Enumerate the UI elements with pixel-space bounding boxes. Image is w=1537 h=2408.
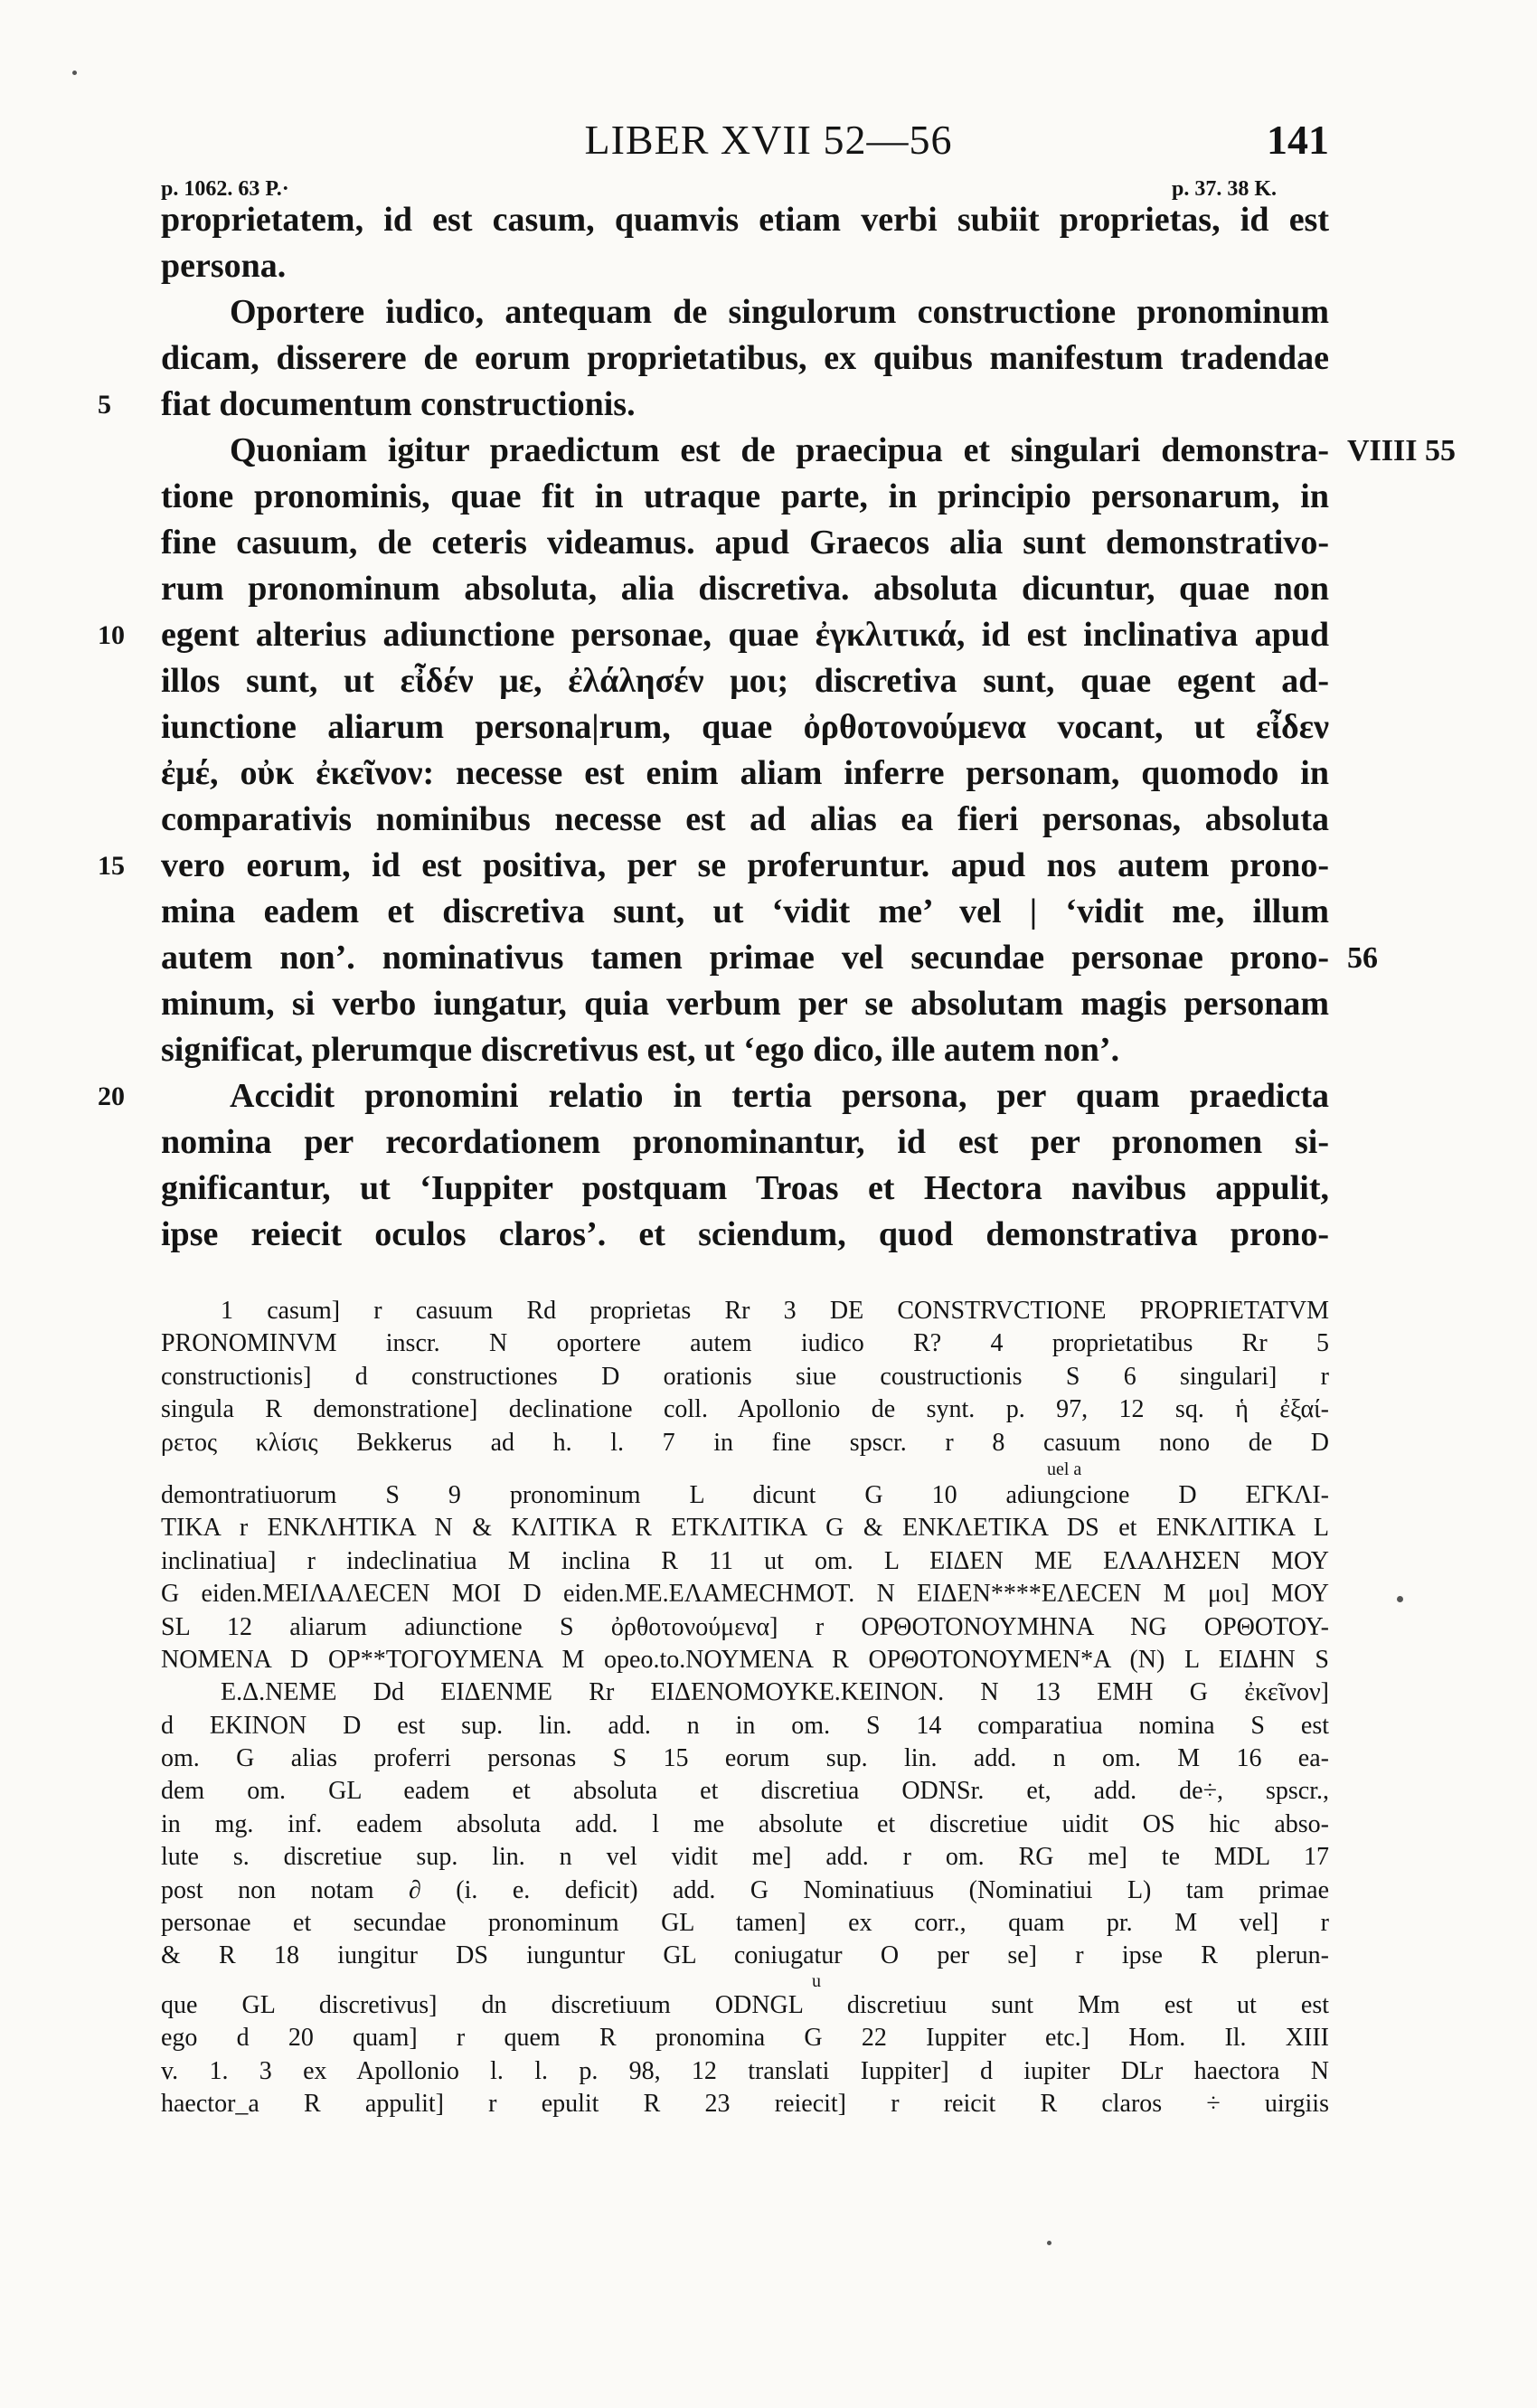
- apparatus-line: haector_a R appulit] r epulit R 23 reiecit] r reicit R claros ÷ uirgiis: [161, 2089, 1329, 2118]
- text-line: vero eorum, id est positiva, per se proferuntur. apud nos autem prono-: [161, 846, 1329, 884]
- scan-speck: [1397, 1596, 1403, 1602]
- text-line: significat, plerumque discretivus est, ut ‘ego dico, ille autem non’.: [161, 1031, 1120, 1069]
- apparatus-line: ΤΙΚΑ r ΕΝΚΛΗΤΙΚΑ N & ΚΛΙΤΙΚΑ R ΕΤΚΛΙΤΙΚΑ G & ΕΝΚΛΕΤΙΚΑ DS et ΕΝΚΛΙΤΙΚΑ L: [161, 1514, 1329, 1543]
- text-line: dicam, disserere de eorum proprietatibus, ex quibus manifestum tradendae: [161, 339, 1329, 377]
- line-number: 10: [98, 620, 125, 650]
- text-line: autem non’. nominativus tamen primae vel secundae personae prono-: [161, 939, 1329, 977]
- text-line: rum pronominum absoluta, alia discretiva. absoluta dicuntur, quae non: [161, 570, 1329, 608]
- apparatus-line: ego d 20 quam] r quem R pronomina G 22 Iuppiter etc.] Hom. Il. XIII: [161, 2024, 1329, 2053]
- apparatus-line: inclinatiua] r indeclinatiua M inclina R 11 ut om. L ΕΙΔΕΝ ΜΕ ΕΛΑΛΗΣΕΝ ΜΟΥ: [161, 1546, 1329, 1575]
- edition-ref-right: p. 37. 38 K.: [1172, 177, 1278, 201]
- apparatus-line: que GL discretivus] dn discretiuum ODNGL discretiuu sunt Mm est ut est: [161, 1990, 1329, 2019]
- apparatus-line: Ε.Δ.ΝΕΜΕ Dd ΕΙΔΕΝΜΕ Rr ΕΙΔΕΝΟΜΟΥΚΕ.ΚΕΙΝΟΝ. N 13 ΕΜΗ G ἐκεῖνον]: [221, 1678, 1329, 1707]
- text-line: egent alterius adiunctione personae, quae ἐγκλιτικά, id est inclinativa apud: [161, 616, 1329, 654]
- margin-ref: 56: [1347, 941, 1378, 975]
- text-line: illos sunt, ut εἶδέν με, ἐλάλησέν μοι; discretiva sunt, quae egent ad-: [161, 662, 1329, 700]
- text-line: minum, si verbo iungatur, quia verbum per se absolutam magis personam: [161, 985, 1329, 1023]
- line-number: 20: [98, 1081, 125, 1111]
- apparatus-line: constructionis] d constructiones D orationis siue coustructionis S 6 singulari] r: [161, 1362, 1329, 1391]
- text-line: iunctione aliarum persona|rum, quae ὀρθοτονούμενα vocant, ut εἶδεν: [161, 708, 1329, 746]
- apparatus-line: & R 18 iungitur DS iunguntur GL coniugatur O per se] r ipse R plerun-: [161, 1941, 1329, 1970]
- page-number: 141: [1267, 117, 1329, 163]
- critical-apparatus: [161, 1295, 1329, 2120]
- apparatus-line: post non notam ∂ (i. e. deficit) add. G Nominatiuus (Nominatiui L) tam primae: [161, 1875, 1329, 1904]
- apparatus-line: ΝΟΜΕΝΑ D ΟΡ**ΤΟΓΟΥΜΕΝΑ M opeo.to.ΝΟΥΜΕΝΑ R ΟΡΘΟΤΟΝΟΥΜΕΝ*Α (Ν) L ΕΙΔΗΝ S: [161, 1645, 1329, 1674]
- text-line: fiat documentum constructionis.: [161, 385, 636, 423]
- text-line: tione pronominis, quae fit in utraque parte, in principio personarum, in: [161, 477, 1329, 515]
- apparatus-line: G eiden.ΜΕΙΛΑΛΕCΕΝ ΜΟΙ D eiden.ΜΕ.ΕΛΑΜΕCΗΜΟΤ. N ΕΙΔΕΝ****ΕΛΕCΕΝ M μοι] ΜΟΥ: [161, 1580, 1329, 1609]
- apparatus-line: PRONOMINVM inscr. N oportere autem iudico R? 4 proprietatibus Rr 5: [161, 1329, 1329, 1358]
- text-line: mina eadem et discretiva sunt, ut ‘vidit me’ vel | ‘vidit me, illum: [161, 892, 1329, 930]
- text-line: proprietatem, id est casum, quamvis etiam verbi subiit proprietas, id est: [161, 201, 1329, 239]
- apparatus-line: lute s. discretiue sup. lin. n vel vidit me] add. r om. RG me] te MDL 17: [161, 1843, 1329, 1872]
- apparatus-line: 1 casum] r casuum Rd proprietas Rr 3 DE CONSTRVCTIONE PROPRIETATVM: [221, 1297, 1329, 1325]
- text-line: nomina per recordationem pronominantur, id est per pronomen si-: [161, 1123, 1329, 1161]
- text-line: persona.: [161, 247, 287, 285]
- text-line: Quoniam igitur praedictum est de praecipua et singulari demonstra-: [230, 431, 1329, 469]
- main-text: [161, 197, 1329, 1258]
- scan-speck: [72, 71, 77, 75]
- text-line: gnificantur, ut ‘Iuppiter postquam Troas et Hectora navibus appulit,: [161, 1169, 1329, 1207]
- text-line: ipse reiecit oculos claros’. et sciendum, quod demonstrativa prono-: [161, 1215, 1329, 1253]
- apparatus-line: demontratiuorum S 9 pronominum L dicunt G 10 adiungcione D ΕΓΚΛΙ-: [161, 1480, 1329, 1509]
- scan-speck: [1047, 2241, 1051, 2245]
- apparatus-line: dem om. GL eadem et absoluta et discretiua ODNSr. et, add. de÷, spscr.,: [161, 1777, 1329, 1806]
- apparatus-line: SL 12 aliarum adiunctione S ὀρθοτονούμενα] r ΟΡΘΟΤΟΝΟΥΜΗΝΑ NG ΟΡΘΟΤΟΥ-: [161, 1612, 1329, 1641]
- text-line: ἐμέ, οὐκ ἐκεῖνον: necesse est enim aliam inferre personam, quomodo in: [161, 754, 1329, 792]
- apparatus-line: v. 1. 3 ex Apollonio l. l. p. 98, 12 translati Iuppiter] d iupiter DLr haectora N: [161, 2056, 1329, 2085]
- apparatus-line: personae et secundae pronominum GL tamen] ex corr., quam pr. M vel] r: [161, 1909, 1329, 1938]
- apparatus-superscript: u: [812, 1970, 821, 1991]
- margin-ref: VIIII 55: [1347, 434, 1456, 467]
- line-number: 15: [98, 851, 125, 881]
- apparatus-line: singula R demonstratione] declinatione coll. Apollonio de synt. p. 97, 12 sq. ἡ ἐξαί-: [161, 1395, 1329, 1424]
- apparatus-line: in mg. inf. eadem absoluta add. l me absolute et discretiue uidit OS hic abso-: [161, 1809, 1329, 1838]
- edition-ref-left: p. 1062. 63 P.·: [161, 177, 289, 201]
- apparatus-line: om. G alias proferri personas S 15 eorum sup. lin. add. n om. M 16 ea-: [161, 1744, 1329, 1773]
- running-title: LIBER XVII 52—56: [584, 117, 953, 163]
- text-line: fine casuum, de ceteris videamus. apud Graecos alia sunt demonstrativo-: [161, 524, 1329, 562]
- line-number: 5: [98, 390, 111, 420]
- text-line: Accidit pronomini relatio in tertia persona, per quam praedicta: [230, 1077, 1329, 1115]
- text-line: Oportere iudico, antequam de singulorum constructione pronominum: [230, 293, 1329, 331]
- apparatus-line: ρετος κλίσις Bekkerus ad h. l. 7 in fine spscr. r 8 casuum nono de D: [161, 1428, 1329, 1457]
- text-line: comparativis nominibus necesse est ad alias ea fieri personas, absoluta: [161, 800, 1329, 838]
- apparatus-line: d ΕΚΙΝΟΝ D est sup. lin. add. n in om. S 14 comparatiua nomina S est: [161, 1711, 1329, 1740]
- apparatus-superscript: uel a: [1047, 1459, 1082, 1479]
